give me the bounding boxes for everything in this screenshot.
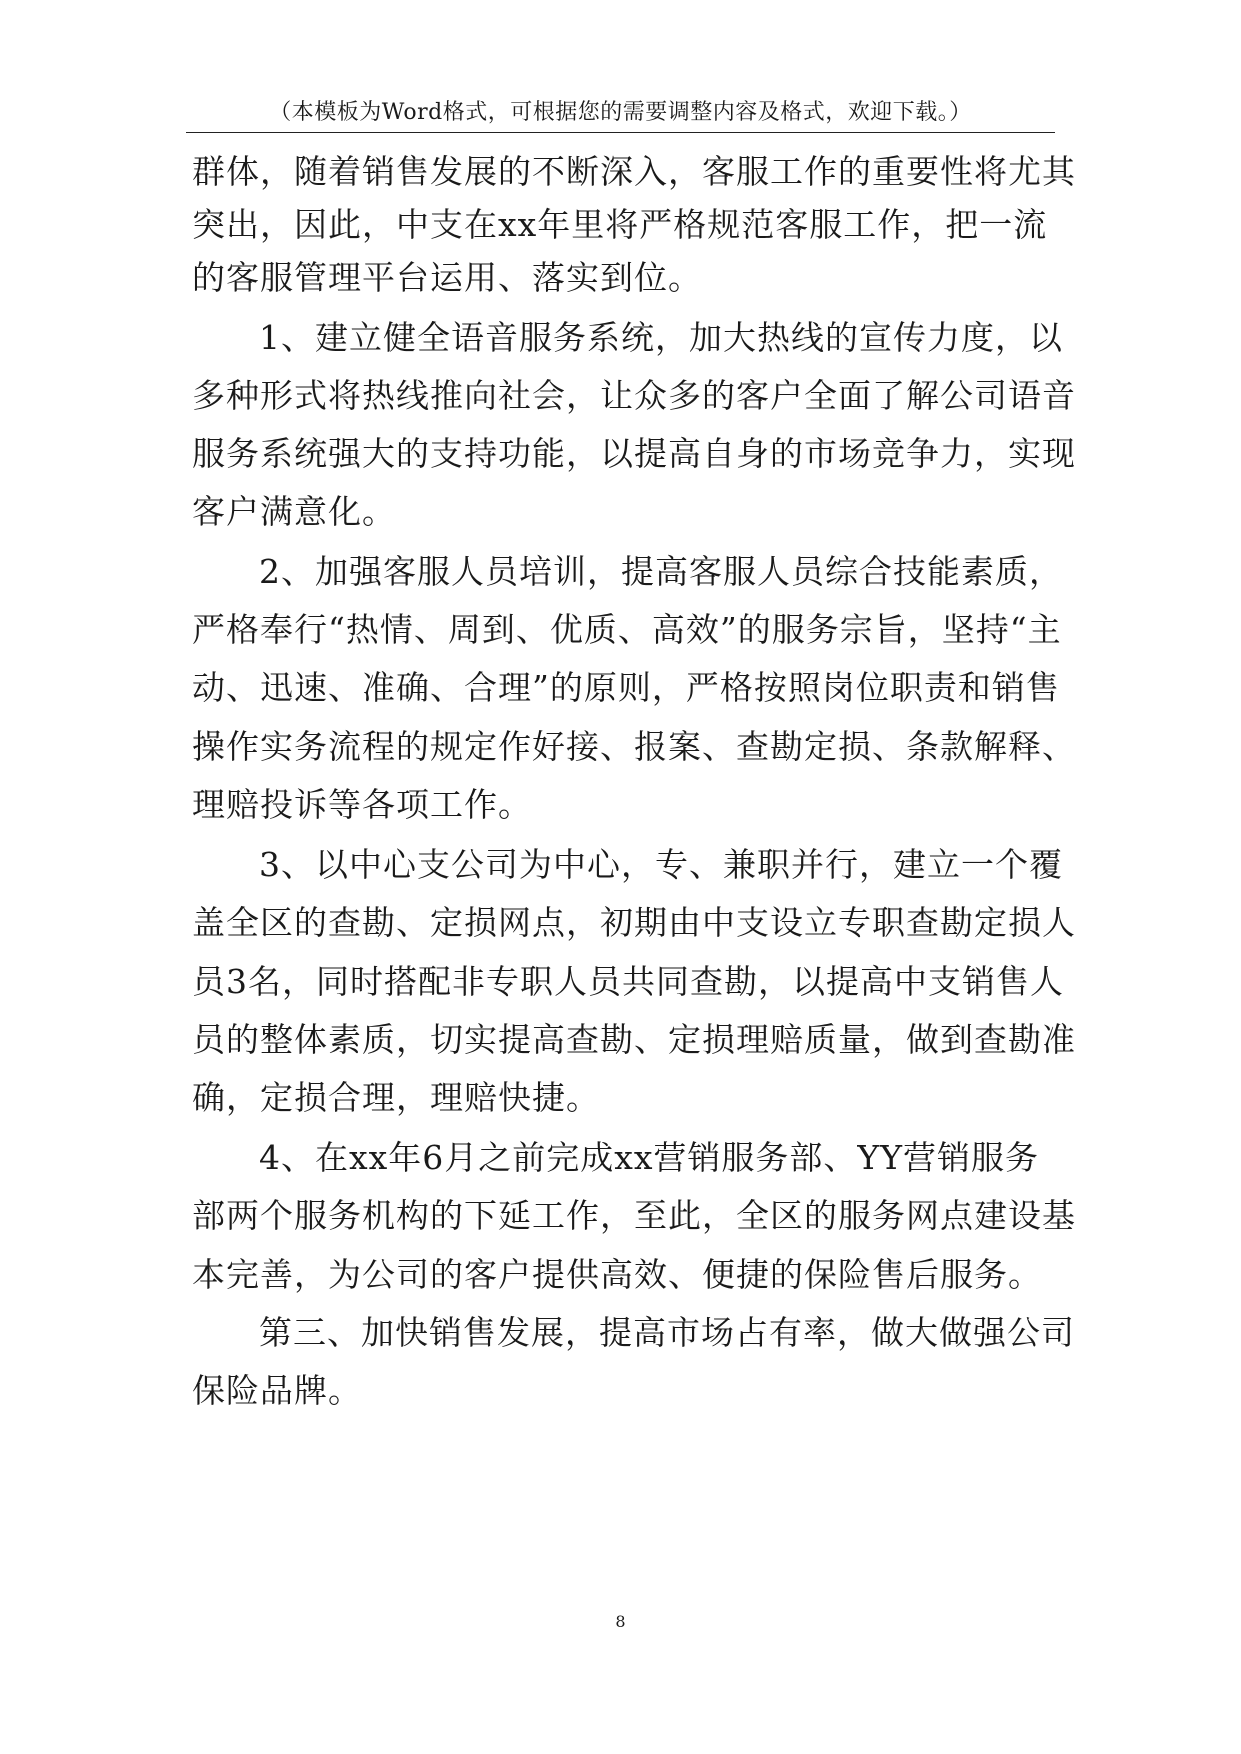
section-heading-line: 第三、加快销售发展，提高市场占有率，做大做强公司 (259, 1313, 1075, 1352)
body-line: 员的整体素质，切实提高查勘、定损理赔质量，做到查勘准 (192, 1020, 1076, 1059)
paragraph-3-first-line: 3、以中心支公司为中心，专、兼职并行，建立一个覆 (259, 845, 1063, 884)
page-header-note: （本模板为Word格式，可根据您的需要调整内容及格式，欢迎下载。） (269, 100, 972, 125)
body-line: 盖全区的查勘、定损网点，初期由中支设立专职查勘定损人 (192, 903, 1076, 942)
page-number: 8 (615, 1612, 626, 1631)
body-line: 保险品牌。 (192, 1371, 362, 1410)
body-line: 操作实务流程的规定作好接、报案、查勘定损、条款解释、 (192, 727, 1076, 766)
body-line: 确，定损合理，理赔快捷。 (192, 1078, 600, 1117)
body-line: 突出，因此，中支在xx年里将严格规范客服工作，把一流 (192, 205, 1048, 244)
body-line: 本完善，为公司的客户提供高效、便捷的保险售后服务。 (192, 1255, 1042, 1294)
body-line: 理赔投诉等各项工作。 (192, 785, 532, 824)
paragraph-4-first-line: 4、在xx年6月之前完成xx营销服务部、YY营销服务 (259, 1138, 1040, 1177)
body-line: 的客服管理平台运用、落实到位。 (192, 258, 702, 297)
paragraph-1-first-line: 1、建立健全语音服务系统，加大热线的宣传力度，以 (259, 318, 1063, 357)
body-line: 部两个服务机构的下延工作，至此，全区的服务网点建设基 (192, 1196, 1076, 1235)
body-line: 多种形式将热线推向社会，让众多的客户全面了解公司语音 (192, 376, 1076, 415)
body-line: 动、迅速、准确、合理”的原则，严格按照岗位职责和销售 (192, 668, 1060, 707)
header-divider (186, 132, 1055, 133)
body-line: 员3名，同时搭配非专职人员共同查勘，以提高中支销售人 (192, 962, 1064, 1001)
body-line: 服务系统强大的支持功能，以提高自身的市场竞争力，实现 (192, 434, 1076, 473)
body-line: 群体，随着销售发展的不断深入，客服工作的重要性将尤其 (192, 152, 1076, 191)
body-line: 严格奉行“热情、周到、优质、高效”的服务宗旨，坚持“主 (192, 610, 1062, 649)
paragraph-2-first-line: 2、加强客服人员培训，提高客服人员综合技能素质， (259, 552, 1063, 591)
body-line: 客户满意化。 (192, 492, 396, 531)
